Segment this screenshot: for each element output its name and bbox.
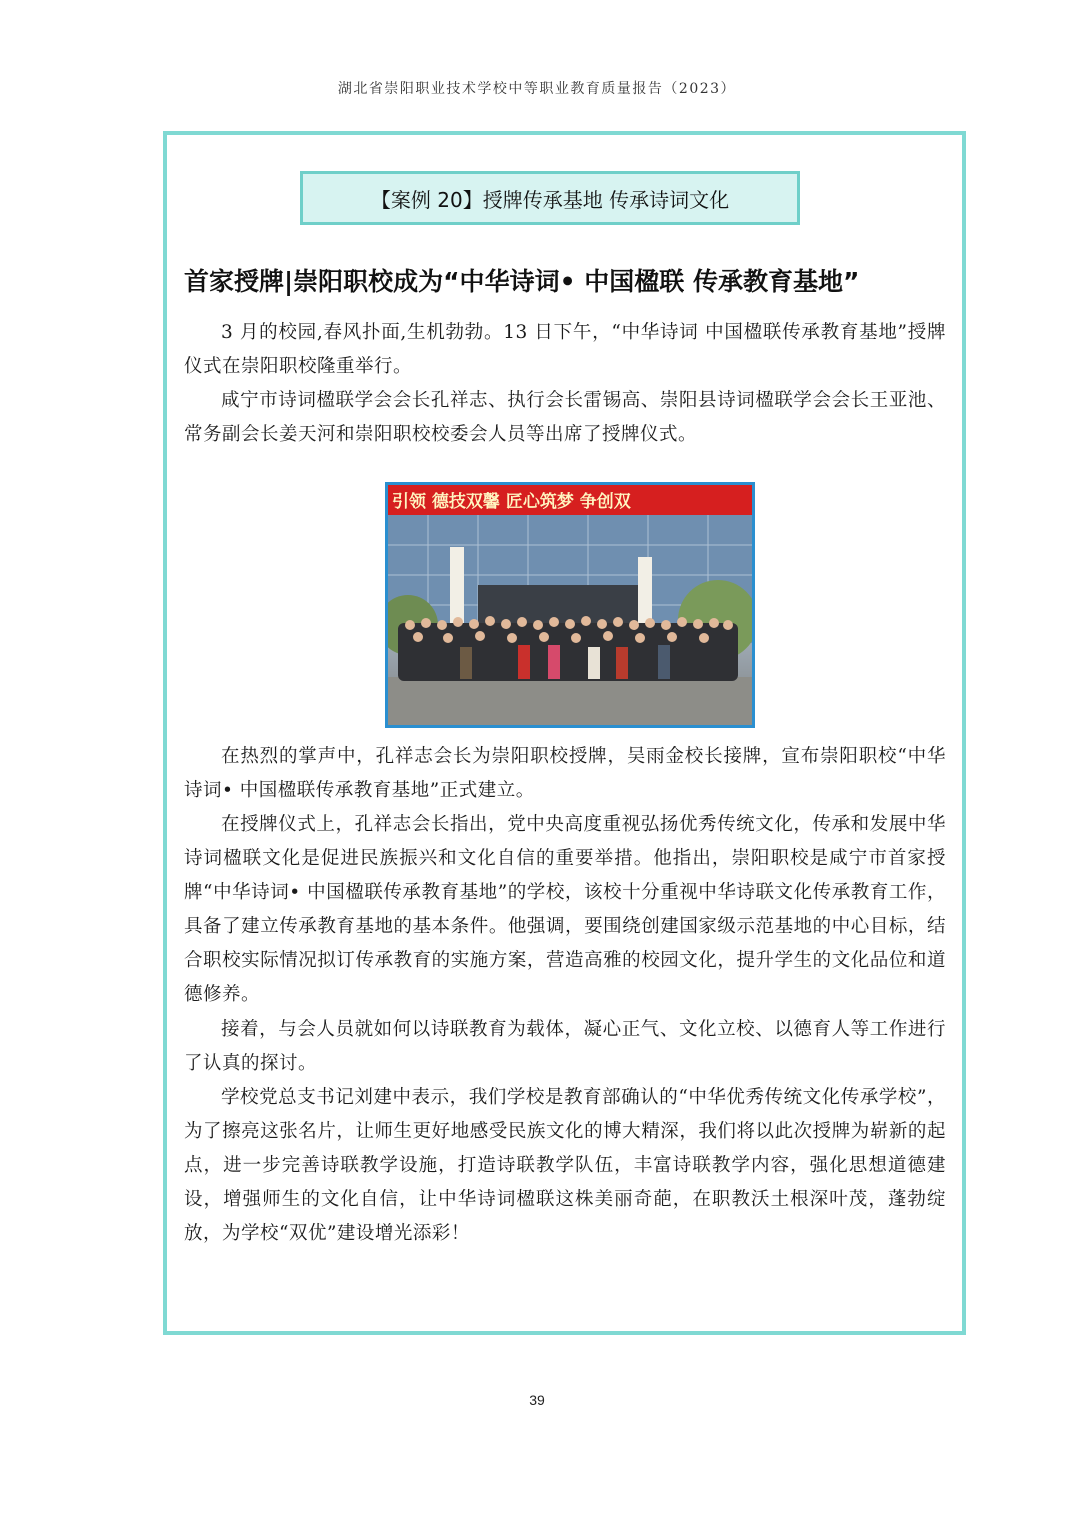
paragraph-4: 在授牌仪式上，孔祥志会长指出，党中央高度重视弘扬优秀传统文化，传承和发展中华诗词楹联文化是促进民族振兴和文化自信的重要举措。他指出，崇阳职校是咸宁市首家授牌“中华诗词• 中国楹联传承教育基地”的学校，该校十分重视中华诗联文化传承教育工作，具备了建立传承教育基地的基本条件。他强调，要围绕创建国家级示范基地的中心目标，结合职校实际情况拟订传承教育的实施方案，营造高雅的校园文化，提升学生的文化品位和道德修养。 <box>184 814 946 1005</box>
ceremony-photo <box>385 482 755 728</box>
case-title-box <box>300 171 800 225</box>
paragraph-5: 接着，与会人员就如何以诗联教育为载体，凝心正气、文化立校、以德育人等工作进行了认真的探讨。 <box>184 1019 946 1074</box>
running-header: 湖北省崇阳职业技术学校中等职业教育质量报告（2023） <box>337 81 737 97</box>
paragraph-1: 3 月的校园,春风扑面,生机勃勃。13 日下午，“中华诗词 中国楹联传承教育基地”授牌仪式在崇阳职校隆重举行。 <box>184 322 946 377</box>
photo-banner-text: 引领 德技双馨 匠心筑梦 争创双 <box>392 492 631 512</box>
case-title: 【案例 20】授牌传承基地 传承诗词文化 <box>370 187 730 212</box>
paragraph-3: 在热烈的掌声中，孔祥志会长为崇阳职校授牌，吴雨金校长接牌，宣布崇阳职校“中华诗词• 中国楹联传承教育基地”正式建立。 <box>184 746 946 801</box>
article-headline: 首家授牌|崇阳职校成为“中华诗词• 中国楹联 传承教育基地” <box>184 267 860 296</box>
paragraph-6: 学校党总支书记刘建中表示，我们学校是教育部确认的“中华优秀传统文化传承学校”，为了擦亮这张名片，让师生更好地感受民族文化的博大精深，我们将以此次授牌为崭新的起点，进一步完善诗联教学设施，打造诗联教学队伍，丰富诗联教学内容，强化思想道德建设，增强师生的文化自信，让中华诗词楹联这株美丽奇葩，在职教沃土根深叶茂，蓬勃绽放，为学校“双优”建设增光添彩！ <box>184 1087 946 1244</box>
paragraph-2: 咸宁市诗词楹联学会会长孔祥志、执行会长雷锡高、崇阳县诗词楹联学会会长王亚池、常务副会长姜天河和崇阳职校校委会人员等出席了授牌仪式。 <box>184 390 946 445</box>
page-number: 39 <box>529 1392 545 1408</box>
